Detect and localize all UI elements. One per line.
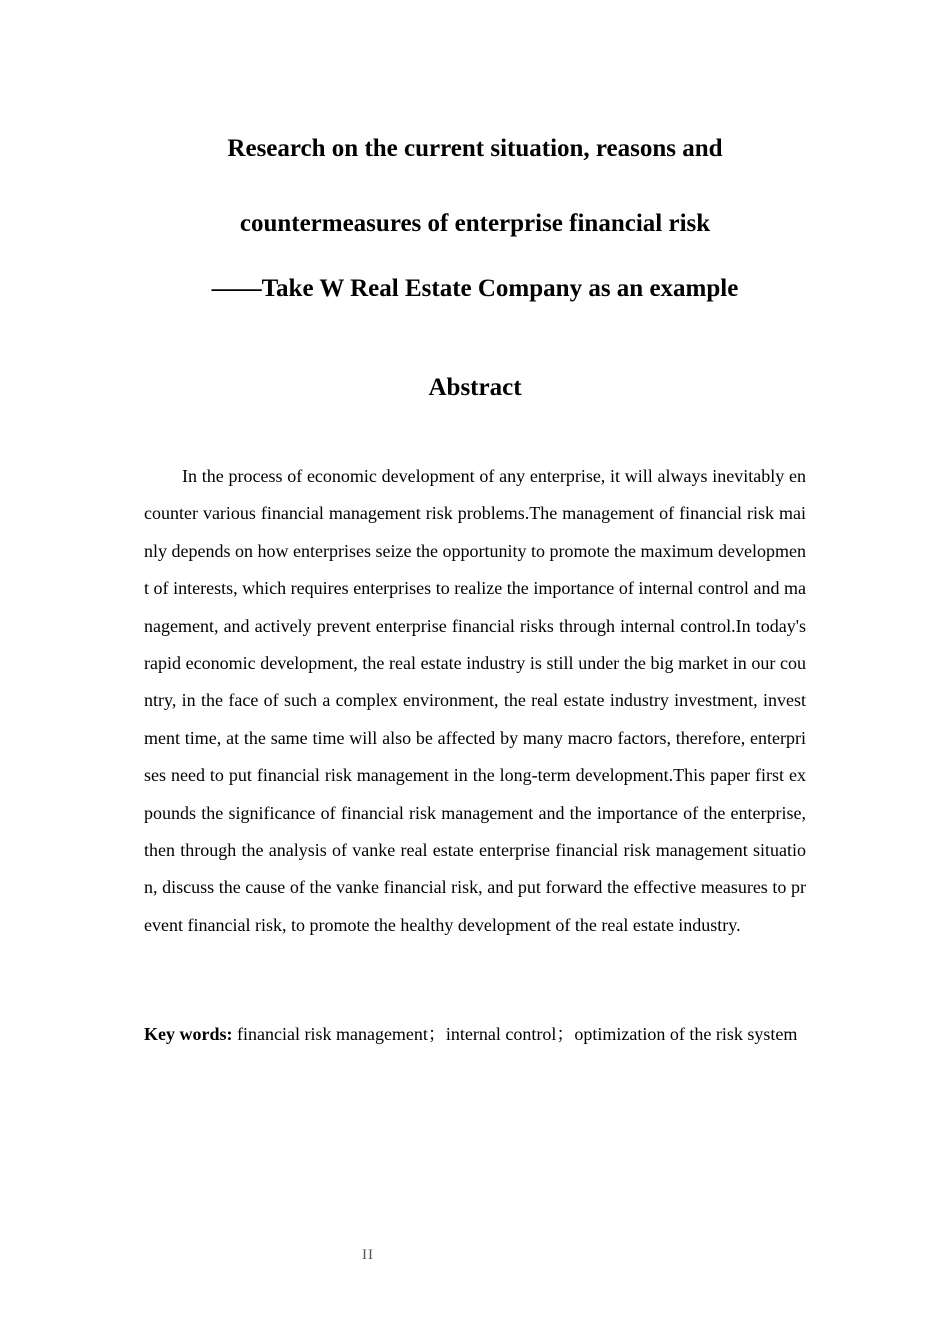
keywords-text: financial risk management；internal control；optimization of the risk system	[232, 1024, 798, 1044]
abstract-body: In the process of economic development of any enterprise, it will always inevitably encounter various financial management risk problems.The management of financial risk mainly depends on how enterprises seize the opportunity to promote the maximum development of interests, which requires enterprises to realize the importance of internal control and management, and actively prevent enterprise financial risks through internal control.In today's rapid economic development, the real estate industry is still under the big market in our country, in the face of such a complex environment, the real estate industry investment, investment time, at the same time will also be affected by many macro factors, therefore, enterprises need to put financial risk management in the long-term development.This paper first expounds the significance of financial risk management and the importance of the enterprise, then through the analysis of vanke real estate enterprise financial risk management situation, discuss the cause of the vanke financial risk, and put forward the effective measures to prevent financial risk, to promote the healthy development of the real estate industry.	[144, 466, 806, 935]
keywords-label: Key words:	[144, 1024, 233, 1044]
title-line-2: countermeasures of enterprise financial risk	[239, 210, 711, 237]
title-line-1: Research on the current situation, reasons and	[227, 135, 723, 162]
subtitle: ——Take W Real Estate Company as an example	[211, 275, 739, 302]
page-number: II	[362, 1247, 374, 1263]
keywords-paragraph	[144, 1016, 806, 1053]
abstract-heading: Abstract	[428, 374, 522, 401]
